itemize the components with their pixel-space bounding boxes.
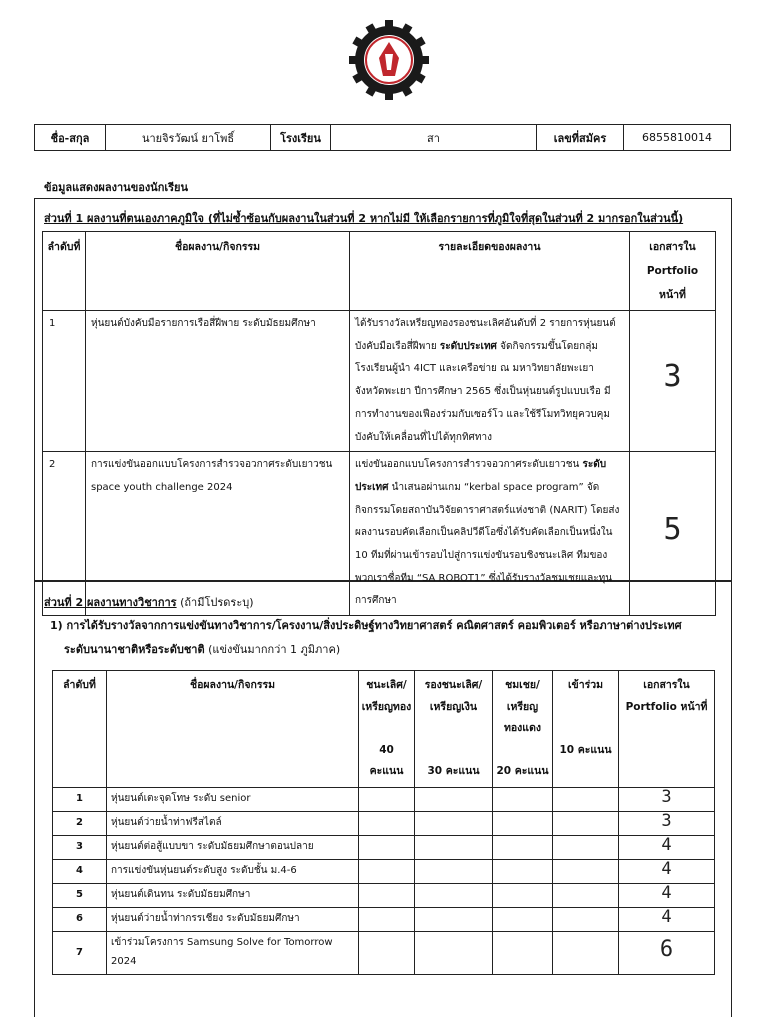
school-label: โรงเรียน xyxy=(271,125,331,151)
cell-join xyxy=(553,835,619,859)
handwritten-page-number: 4 xyxy=(661,882,672,903)
silver-points: 30 คะแนน xyxy=(427,765,480,777)
handwritten-page-number: 4 xyxy=(661,906,672,927)
table-row xyxy=(53,835,715,859)
row-portfolio-page xyxy=(630,311,716,452)
details-text: ได้รับรางวัลเหรียญทองรองชนะเลิศอันดับที่ 2 รายการหุ่นยนต์บังคับมือเรือสี่ฝีพาย xyxy=(355,318,616,352)
details-text: จัดกิจกรรมขึ้นโดยกลุ่มโรงเรียนผู้นำ 4ICT และเครือข่าย ณ มหาวิทยาลัยพะเยา จังหวัดพะเยา ปีการศึกษา 2565 ซึ่งเป็นหุ่นยนต์รูปแบบเรือ มีการทำงานของเฟืองร่วมกับเซอร์โว และใช้รีโมทวิทยุควบคุมบังคับให้เคลื่อนที่ไปได้ทุกทิศทาง xyxy=(355,340,611,443)
question-1-level: ระดับนานาชาติหรือระดับชาติ xyxy=(64,643,205,656)
row-portfolio-page xyxy=(619,859,715,883)
row-number: 2 xyxy=(53,811,107,835)
part1-header-work: ชื่อผลงาน/กิจกรรม xyxy=(86,232,350,311)
row-work: หุ่นยนต์เตะจุดโทษ ระดับ senior xyxy=(107,787,359,811)
cell-bronze xyxy=(493,835,553,859)
cell-silver xyxy=(415,811,493,835)
part2-title-rest: (ถ้ามีโปรดระบุ) xyxy=(176,596,254,609)
part2-header-work: ชื่อผลงาน/กิจกรรม xyxy=(107,671,359,788)
handwritten-page-number: 5 xyxy=(663,511,682,547)
row-portfolio-page xyxy=(619,907,715,931)
table-row xyxy=(53,931,715,974)
part2-header-row xyxy=(53,671,715,788)
question-1-line1: 1) การได้รับรางวัลจากการแข่งขันทางวิชาการ/โครงงาน/สิ่งประดิษฐ์ทางวิทยาศาสตร์ คณิตศาสตร์ คอมพิวเตอร์ หรือภาษาต่างประเทศ xyxy=(50,619,682,632)
table-row xyxy=(53,859,715,883)
part2-header-portfolio: เอกสารใน Portfolio หน้าที่ xyxy=(619,671,715,788)
row-portfolio-page xyxy=(619,811,715,835)
row-details xyxy=(350,452,630,616)
gold-points: 40 คะแนน xyxy=(369,743,404,777)
row-portfolio-page xyxy=(619,835,715,859)
part2-title-underlined: ส่วนที่ 2 ผลงานทางวิชาการ xyxy=(44,596,177,609)
join-points: 10 คะแนน xyxy=(559,743,612,756)
row-number: 3 xyxy=(53,835,107,859)
row-number: 5 xyxy=(53,883,107,907)
applicant-number-value: 6855810014 xyxy=(624,125,731,151)
cell-join xyxy=(553,931,619,974)
silver-label: รองชนะเลิศ/ เหรียญเงิน xyxy=(424,679,483,713)
part1-header-portfolio: เอกสารใน Portfolio หน้าที่ xyxy=(630,232,716,311)
handwritten-page-number: 3 xyxy=(661,786,672,807)
part1-header-row xyxy=(43,232,716,311)
table-row xyxy=(53,883,715,907)
handwritten-page-number: 3 xyxy=(661,810,672,831)
row-work: เข้าร่วมโครงการ Samsung Solve for Tomorrow 2024 xyxy=(107,931,359,974)
part2-header-join xyxy=(553,671,619,788)
cell-silver xyxy=(415,907,493,931)
cell-join xyxy=(553,907,619,931)
handwritten-page-number: 4 xyxy=(661,834,672,855)
table-row xyxy=(53,787,715,811)
row-work: หุ่นยนต์ต่อสู้แบบขา ระดับมัธยมศึกษาตอนปลาย xyxy=(107,835,359,859)
cell-gold xyxy=(359,931,415,974)
row-work: หุ่นยนต์เดินทน ระดับมัธยมศึกษา xyxy=(107,883,359,907)
cell-bronze xyxy=(493,907,553,931)
row-number: 1 xyxy=(43,311,86,452)
row-number: 2 xyxy=(43,452,86,616)
details-level: ระดับประเทศ xyxy=(355,459,607,493)
cell-silver xyxy=(415,835,493,859)
part2-header-gold xyxy=(359,671,415,788)
handwritten-page-number: 4 xyxy=(661,858,672,879)
row-number: 4 xyxy=(53,859,107,883)
cell-join xyxy=(553,811,619,835)
part2-header-no: ลำดับที่ xyxy=(53,671,107,788)
cell-bronze xyxy=(493,811,553,835)
table-row xyxy=(53,811,715,835)
cell-gold xyxy=(359,859,415,883)
join-label: เข้าร่วม xyxy=(567,679,604,691)
name-label: ชื่อ-สกุล xyxy=(35,125,106,151)
row-portfolio-page xyxy=(619,931,715,974)
cell-bronze xyxy=(493,859,553,883)
row-number: 7 xyxy=(53,931,107,974)
part1-table xyxy=(42,231,716,616)
applicant-number-label: เลขที่สมัคร xyxy=(537,125,624,151)
cell-silver xyxy=(415,859,493,883)
section-heading: ข้อมูลแสดงผลงานของนักเรียน xyxy=(44,181,188,194)
school-value: สา xyxy=(331,125,537,151)
cell-bronze xyxy=(493,883,553,907)
part2-header-bronze xyxy=(493,671,553,788)
cell-gold xyxy=(359,787,415,811)
row-work: หุ่นยนต์ว่ายน้ำท่าฟรีสไตล์ xyxy=(107,811,359,835)
row-portfolio-page xyxy=(630,452,716,616)
cell-bronze xyxy=(493,931,553,974)
part2-header-silver xyxy=(415,671,493,788)
handwritten-page-number: 6 xyxy=(659,936,674,962)
details-text: นำเสนอผ่านเกม “kerbal space program” จัดกิจกรรมโดยสถาบันวิจัยดาราศาสตร์แห่งชาติ (NARIT) โดยส่งผลงานรอบคัดเลือกเป็นคลิปวีดีโอซึ่งได้รับคัดเลือกเป็นหนึ่งใน 10 ทีมที่ผ่านเข้ารอบไปสู่การแข่งขันรอบชิงชนะเลิศ ทีมของพวกเราชื่อทีม “SA ROBOT1” ซึ่งได้รับรางวัลชมเชยและทุนการศึกษา xyxy=(355,481,620,607)
cell-gold xyxy=(359,811,415,835)
cell-silver xyxy=(415,931,493,974)
name-value: นายจิรวัฒน์ ยาโพธิ์ xyxy=(106,125,271,151)
row-work: การแข่งขันหุ่นยนต์ระดับสูง ระดับชั้น ม.4-6 xyxy=(107,859,359,883)
row-portfolio-page xyxy=(619,883,715,907)
part2-title xyxy=(44,593,254,611)
applicant-info-table xyxy=(34,124,731,151)
bronze-points: 20 คะแนน xyxy=(496,765,549,777)
cell-gold xyxy=(359,883,415,907)
part1-header-details: รายละเอียดของผลงาน xyxy=(350,232,630,311)
row-work: การแข่งขันออกแบบโครงการสำรวจอวกาศระดับเยาวชน space youth challenge 2024 xyxy=(86,452,350,616)
row-work: หุ่นยนต์บังคับมือรายการเรือสี่ฝีพาย ระดับมัธยมศึกษา xyxy=(86,311,350,452)
school-emblem-icon xyxy=(347,18,431,102)
part1-title xyxy=(44,209,683,227)
bronze-label: ชมเชย/ เหรียญทองแดง xyxy=(503,679,542,734)
part2-awards-table xyxy=(52,670,715,975)
part1-title-rest: (ที่ไม่ซ้ำซ้อนกับผลงานในส่วนที่ 2 หากไม่มี ให้เลือกรายการที่ภูมิใจที่สุดในส่วนที่ 2 มากรอกในส่วนนี้) xyxy=(203,212,684,225)
row-number: 6 xyxy=(53,907,107,931)
cell-join xyxy=(553,859,619,883)
part1-header-no: ลำดับที่ xyxy=(43,232,86,311)
handwritten-page-number: 3 xyxy=(663,359,682,395)
row-details xyxy=(350,311,630,452)
part1-title-underlined: ส่วนที่ 1 ผลงานที่ตนเองภาคภูมิใจ xyxy=(44,212,204,225)
table-row xyxy=(43,311,716,452)
gold-label: ชนะเลิศ/ เหรียญทอง xyxy=(361,679,412,713)
cell-silver xyxy=(415,883,493,907)
cell-gold xyxy=(359,835,415,859)
cell-bronze xyxy=(493,787,553,811)
cell-silver xyxy=(415,787,493,811)
row-portfolio-page xyxy=(619,787,715,811)
cell-gold xyxy=(359,907,415,931)
row-number: 1 xyxy=(53,787,107,811)
question-1-note: (แข่งขันมากกว่า 1 ภูมิภาค) xyxy=(204,643,341,656)
table-row xyxy=(53,907,715,931)
question-1-line2 xyxy=(64,640,340,658)
details-level: ระดับประเทศ xyxy=(439,340,497,352)
cell-join xyxy=(553,787,619,811)
details-text: แข่งขันออกแบบโครงการสำรวจอวกาศระดับเยาวชน xyxy=(355,459,583,471)
table-row xyxy=(43,452,716,616)
cell-join xyxy=(553,883,619,907)
row-work: หุ่นยนต์ว่ายน้ำท่ากรรเชียง ระดับมัธยมศึกษา xyxy=(107,907,359,931)
